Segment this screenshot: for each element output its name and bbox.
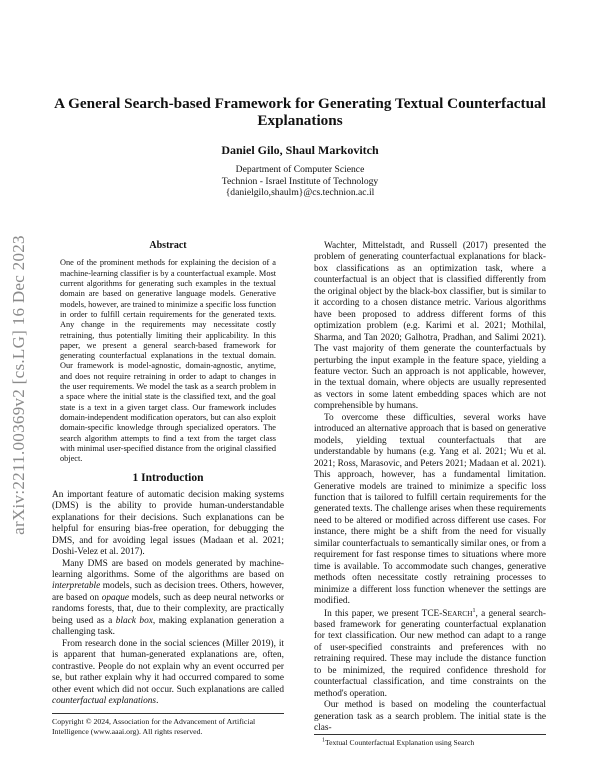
footnote [314,734,546,748]
intro-paragraph-5: To overcome these difficulties, several works have introduced an alternative approach that is based on generative models, yielding textual counterfactuals that are understandable by humans (e.g. Yang et al. 2021; Wu et al. 2021; Ross, Marasovic, and Peters 2021; Madaan et al. 2021). This approach, however, has a fundamental limitation. Generative models are trained to minimize a specific loss function that is tailored to fulfill certain requirements for the generated texts. The challenge arises when these requirements need to be altered or modified across different use cases. For instance, there might be a shift from the need for visually similar counterfactuals to semantically similar ones, or from a requirement for fast response times to situations where more time is available. To accommodate such changes, generative methods often necessitate costly retraining processes to minimize a different loss function whenever the settings are modified. [314,412,546,607]
affiliation [50,164,550,199]
affiliation-dept: Department of Computer Science [235,164,365,175]
intro-paragraph-2: Many DMS are based on models generated by machine-learning algorithms. Some of the algorithms are based on interpretable models, such as decision trees. Others, however, are based on opaque models, such as deep neural networks or randoms forests, that, due to their complexity, are practically being used as a black box, making explanation generation a challenging task. [52,558,284,638]
paper-authors: Daniel Gilo, Shaul Markovitch [221,143,379,157]
footnote-mark: 1 [322,737,325,744]
abstract-text: One of the prominent methods for explaining the decision of a machine-learning classifier is by a counterfactual example. Most current algorithms for generating such examples in the textual domain are based on generative language models. Generative models, however, are trained to minimize a specific loss function in order to fulfill certain requirements for the generated texts. Any change in the requirements may necessitate costly retraining, thus potentially limiting their applicability. In this paper, we present a general search-based framework for generating counterfactual explanations in the textual domain. Our framework is model-agnostic, domain-agnostic, anytime, and does not require retraining in order to adapt to changes in the user requirements. We model the task as a search problem in a space where the initial state is the classified text, and the goal state is a text in a given target class. Our framework includes domain-independent modification operators, but can also exploit domain-specific knowledge through specialized operators. The search algorithm attempts to find a text from the target class with minimal user-specified distance from the original classified object. [60,258,277,464]
arxiv-id: arXiv:2211.00369v2 [cs.LG] 16 Dec 2023 [9,235,28,535]
copyright-notice: Copyright © 2024, Association for the Advancement of Artificial Intelligence (www.aaai.org). All rights reserved. [52,713,284,737]
footnote-text: Textual Counterfactual Explanation using Search [325,738,475,747]
affiliation-email: {danielgilo,shaulm}@cs.technion.ac.il [225,187,375,198]
affiliation-institute: Technion - Israel Institute of Technology [221,175,379,187]
intro-paragraph-7: Our method is based on modeling the counterfactual generation task as a search problem. The initial state is the clas- [314,700,546,734]
arxiv-stamp [6,190,32,580]
paper-header [50,95,550,199]
intro-paragraph-1: An important feature of automatic decision making systems (DMS) is the ability to provide human-understandable explanations for their decisions. Such explanations can be helpful for ensuring bias-free operation, for debugging the DMS, and for avoiding legal issues (Madaan et al. 2021; Doshi-Velez et al. 2017). [52,489,284,558]
intro-paragraph-3: From research done in the social sciences (Miller 2019), it is apparent that human-generated explanations are, often, contrastive. People do not explain why an event occurred per se, but rather explain why it had occurred compared to some other event which did not occur. Such explanations are called counterfactual explanations. [52,638,284,706]
intro-paragraph-6: In this paper, we present TCE-SEARCH$^1$, a general search-based framework for generating counterfactual explanation for text classification. Our new method can adapt to a range of user-specified constraints and preferences with no retraining required. These may include the distance function to be minimized, the required confidence threshold for counterfactual classification, and time constraints on the method's operation. [314,607,546,699]
left-column [52,240,284,707]
abstract-heading: Abstract [149,240,187,251]
right-column [314,241,546,734]
intro-paragraph-4: Wachter, Mittelstadt, and Russell (2017) presented the problem of generating counterfactual explanations for black-box classifications as an optimization task, where a counterfactual is an object that is classified differently from the original object by the black-box classifier, but is similar to it according to a chosen distance metric. Various algorithms have been proposed to address different forms of this optimization problem (e.g. Karimi et al. 2021; Mothilal, Sharma, and Tan 2020; Galhotra, Pradhan, and Salimi 2021). The vast majority of them generate the counterfactuals by perturbing the input example in the feature space, yielding a feature vector. Such an approach is not applicable, however, in the textual domain, where objects are usually represented as vectors in some latent embedding spaces which are not comprehensible by humans. [314,241,546,412]
section-heading-introduction: 1 Introduction [132,472,204,485]
paper-title: A General Search-based Framework for Generating Textual Counterfactual Explanations [54,95,546,129]
